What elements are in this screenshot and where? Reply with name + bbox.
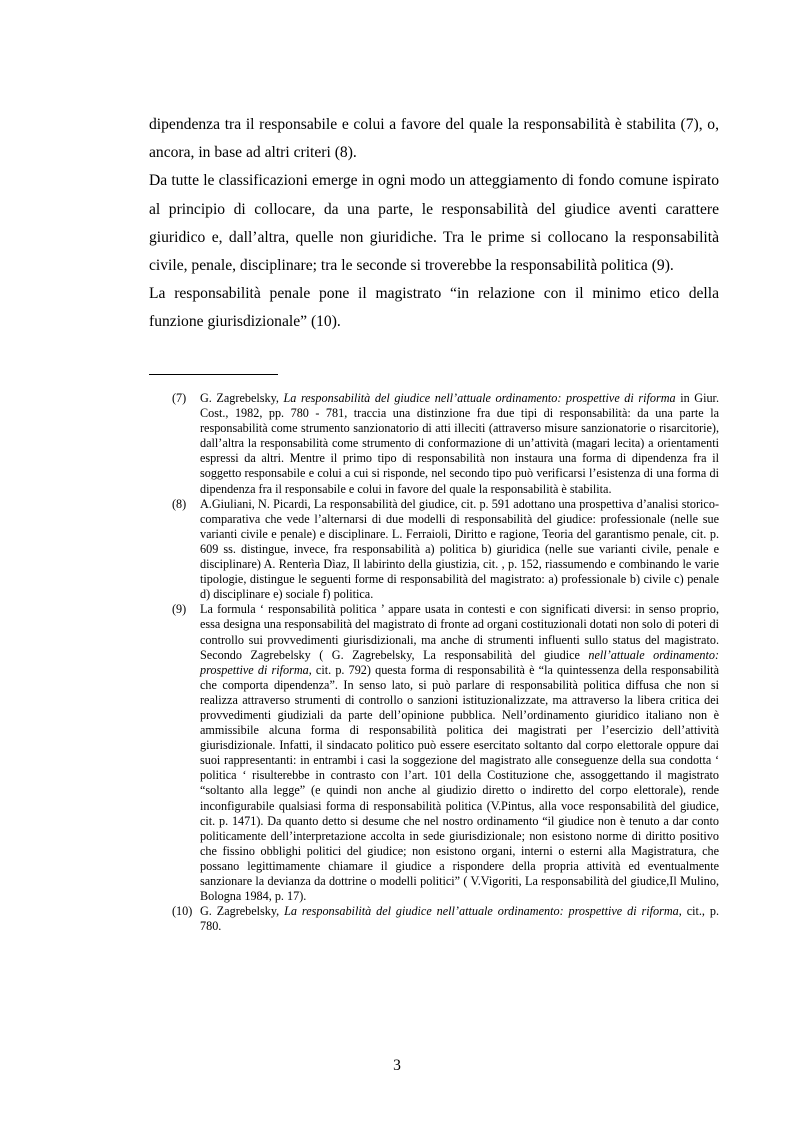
footnote-9 [172,602,719,904]
footnote-body: , cit., p. 780. [200,904,720,934]
footnote-body-start: La formula ‘ responsabilità politica ’ appare usata in contesti e con significati diversi: in senso proprio, essa designa una responsabilità del magistrato di fronte ad organi costituzionali dotati non solo di poteri di controllo sui provvedimenti giurisdizionali, ma anche di strumenti influenti sullo status del magistrato. Secondo Zagrebelsky ( G. Zagrebelsky, La responsabilità del giudice [200,602,719,662]
footnote-text: A.Giuliani, N. Picardi, La responsabilità del giudice, cit. p. 591 adottano una prospettiva d’analisi storico-comparativa che vede l’alternarsi di due modelli di responsabilità del giudice: professionale (nelle sue varianti civile e penale) e disciplinare. L. Ferraioli, Diritto e ragione, Teoria del garantismo penale, cit. p. 609 ss. distingue, invece, fra responsabilità a) politica b) giuridica (nelle sue varianti civile, penale e disciplinare) A. Renterìa Dìaz, Il labirinto della giustizia, cit. , p. 152, riassumendo e combinando le varie tipologie, distingue le seguenti forme di responsabilità del magistrato: a) professionale b) civile c) penale d) disciplinare e) sociale f) politica. [200,496,719,602]
footnote-body: in Giur. Cost., 1982, pp. 780 - 781, traccia una distinzione fra due tipi di responsabilità: da una parte la responsabilità come strumento sanzionatorio di atti illeciti (attraverso misure sanzionatorie o risarcitorie), dall’altra la responsabilità come strumento di conformazione di un’attività (magari lecita) a orientamenti espressi da altri. Mentre il primo tipo di responsabilità non instaura una forma di dipendenza fra il soggetto responsabile e colui a cui si risponde, nel secondo tipo può verificarsi l’esistenza di una forma di dipendenza fra il responsabile e colui in favore del quale la responsabilità è stabilita. [200,391,719,496]
footnote-number: (10) [172,904,193,919]
footnote-separator [149,374,278,375]
footnotes [172,391,719,934]
footnote-text [200,904,719,934]
page-number: 3 [393,1057,401,1074]
footnote-title: La responsabilità del giudice nell’attuale ordinamento: prospettive di riforma [283,391,676,405]
footnote-author: G. Zagrebelsky, [200,391,284,405]
footnote-author: G. Zagrebelsky, [200,904,285,919]
paragraph-1: dipendenza tra il responsabile e colui a favore del quale la responsabilità è stabilita (7), o, ancora, in base ad altri criteri (8). [149,116,719,162]
footnote-number: (7) [172,391,187,405]
footnote-body: , cit. p. 792) questa forma di responsabilità è “la quintessenza della responsabilità che comporta dipendenza”. In senso lato, si può parlare di responsabilità politica diffusa che non si realizza attraverso strumenti di controllo o sanzioni istituzionalizzate, ma attraverso la libera critica dei provvedimenti giudiziali da parte dell’opinione pubblica. Nell’ordinamento giuridico italiano non è ammissibile alcuna forma di responsabilità politica dei magistrati per l’esercizio dell’attività giurisdizionale. Infatti, il sindacato politico può essere esercitato soltanto dal corpo elettorale oppure dai suoi rappresentanti: in entrambi i casi la soggezione del magistrato alle conseguenze della sua condotta ‘ politica ‘ risulterebbe in contrasto con l’art. 101 della Costituzione che, assoggettando il magistrato “soltanto alla legge” (e quindi non anche al giudizio diretto o indiretto del corpo elettorale), rende inconfigurabile qualsiasi forma di responsabilità politica (V.Pintus, alla voce responsabilità del giudice, cit. p. 1471). Da quanto detto si desume che nel nostro ordinamento “il giudice non è tenuto a dar conto politicamente dell’interpretazione accolta in sede giurisdizionale; non esistono norme di diritto positivo che fissino obblighi politici del giudice; non esistono organi, interni o esterni alla Magistratura, che possano legittimamente chiamare il giudice a rispondere della propria attività ed eventualmente sanzionare la devianza da dottrine o modelli politici” ( V.Vigoriti, La responsabilità del giudice,Il Mulino, Bologna 1984, p. 17). [200,662,719,904]
footnote-text [200,391,719,497]
footnote-8 [172,497,719,603]
footnote-title: nell’attuale ordinamento: prospettive di riforma [200,647,719,677]
footnote-title: La responsabilità del giudice nell’attuale ordinamento: prospettive di riforma [284,904,679,919]
main-text [149,111,719,337]
footnote-7 [172,391,719,497]
footnote-10 [172,904,719,934]
footnote-number: (9) [172,602,187,617]
paragraph-3: La responsabilità penale pone il magistrato “in relazione con il minimo etico della funzione giurisdizionale” (10). [149,285,719,331]
paragraph-2: Da tutte le classificazioni emerge in ogni modo un atteggiamento di fondo comune ispirato al principio di collocare, da una parte, le responsabilità del giudice aventi carattere giuridico e, dall’altra, quelle non giuridiche. Tra le prime si collocano la responsabilità civile, penale, disciplinare; tra le seconde si troverebbe la responsabilità politica (9). [149,172,719,275]
footnote-text [200,602,719,904]
footnote-number: (8) [172,496,187,511]
